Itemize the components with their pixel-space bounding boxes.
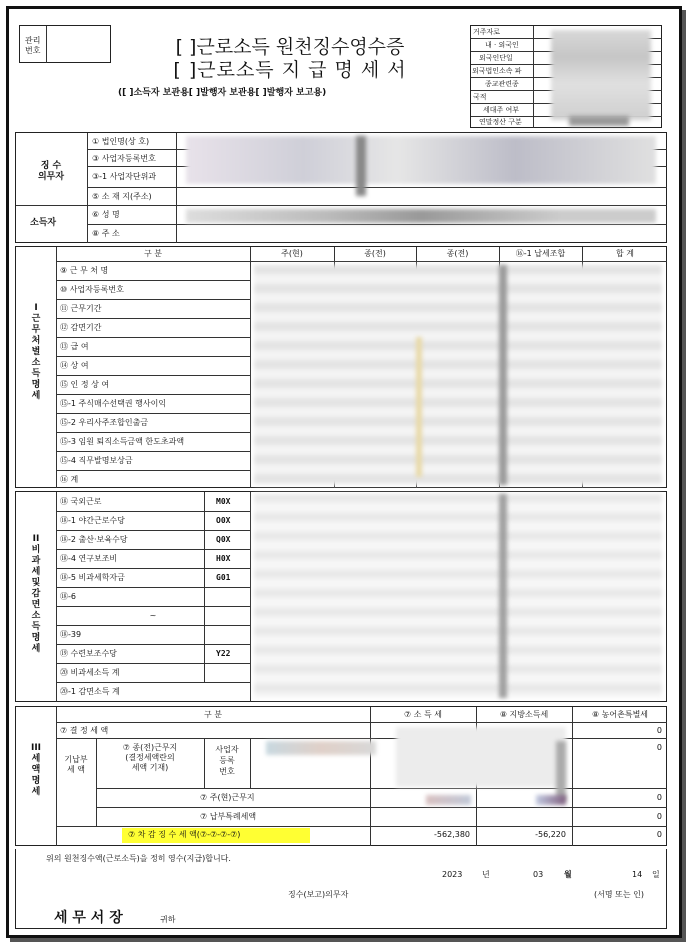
redacted-section-3-values: [266, 741, 376, 755]
section-3-label: III세액명세: [30, 743, 42, 797]
date-month: 03: [533, 870, 544, 879]
payer-earner-block: 징 수 의무자 ① 법인명(상 호) ③ 사업자등록번호 ③-1 사업자단위과 ⑤ 소 재 지(주소) 소득자 ⑥ 성 명 ⑧ 주 소: [15, 132, 667, 243]
deducted-tax-label: ⑦ 차 감 징 수 세 액(⑦-⑦-⑦-⑦): [128, 830, 241, 839]
form-title-line2: [ ]근로소득 지 급 명 세 서: [173, 59, 407, 81]
section-1-label: I근무처별소득명세: [31, 303, 41, 401]
date-day: 14: [632, 870, 643, 879]
deducted-income-tax: -562,380: [434, 830, 470, 839]
section-1-income-by-workplace: I근무처별소득명세 구 분 주(현) 종(전) 종(전) ⑯-1 납세조합 합 계 ⑨ 근 무 처 명 ⑩ 사업자등록번호 ⑪ 근무기간 ⑫ 감면기간 ⑬ 급 여 ⑭ 상 여 ⑮ 인 정 상 여 ⑮-1 주식매수선택권 행사이익 ⑮-2 우리사주조합인출금 ⑮-3 임원 퇴직소득금액 한도초과액 ⑮-4 직무발명보상금 ⑯ 계: [15, 246, 667, 488]
form-title-line1: [ ]근로소득 원천징수영수증: [175, 36, 405, 58]
earner-section-label: 소득자: [30, 218, 57, 228]
management-number-label: 관리: [25, 36, 41, 45]
redacted-section-1-values: [254, 265, 662, 485]
residence-info-table: 거주자로 내 · 외국인 외국인단일 외국법인소속 파 종교관련종 국적 세대주 여부 연말정산 구분: [470, 25, 662, 128]
copy-types: ([ ]소득자 보관용[ ]발행자 보관용[ ]발행자 보고용): [118, 88, 327, 98]
section-3-tax-details: III세액명세 구 분 ⑦ 소 득 세 ⑧ 지방소득세 ⑧ 농어촌특별세 ⑦ 결 정 세 액 0 기납부 세 액 ⑦ 종(전)근무지 (결정세액란의 세액 기재) 사업자 등록 번호 0 ⑦ 주(현)근무지 0 ⑦ 납부특례세액 0 ⑦ 차 감 징 수 세 액(⑦-⑦-⑦-⑦) -562,380 -56,220 0: [15, 706, 667, 846]
payer-section-label: 징 수 의무자: [37, 161, 65, 182]
redacted-payer-info: [186, 136, 656, 184]
footer-block: 위의 원천징수액(근로소득)을 정히 영수(지급)합니다. 2023 년 03 월 14 일 징수(보고)의무자 (서명 또는 인) 세 무 서 장 귀하: [15, 849, 667, 929]
section-2-nontaxable-income: II비과세및감면소득명세 ⑱ 국외근로 M0X ⑱-1 야간근로수당 O0X ⑱-2 출산·보육수당 Q0X ⑱-4 연구보조비 H0X ⑱-5 비과세학자금 G01 ⑱-6 ~ ⑱-39 ⑲ 수련보조수당 Y22 ⑳ 비과세소득 계 ⑳-1 감면소득 계: [15, 491, 667, 702]
tax-form-sheet: [15, 16, 670, 931]
redacted-section-2-values: [254, 494, 662, 698]
payer-signature-label: 징수(보고)의무자: [288, 890, 349, 899]
tax-office-chief: 세 무 서 장: [54, 910, 123, 926]
date-year: 2023: [442, 870, 463, 879]
deducted-rural-tax: 0: [656, 830, 662, 839]
management-number-box: 관리 번호: [19, 25, 111, 63]
deducted-local-tax: -56,220: [535, 830, 566, 839]
section-2-label: II비과세및감면소득명세: [31, 534, 41, 654]
redacted-residence-values: [551, 30, 651, 120]
receipt-statement: 위의 원천징수액(근로소득)을 정히 영수(지급)합니다.: [46, 854, 231, 863]
honorific: 귀하: [160, 915, 176, 924]
sign-or-seal-label: (서명 또는 인): [594, 890, 644, 899]
